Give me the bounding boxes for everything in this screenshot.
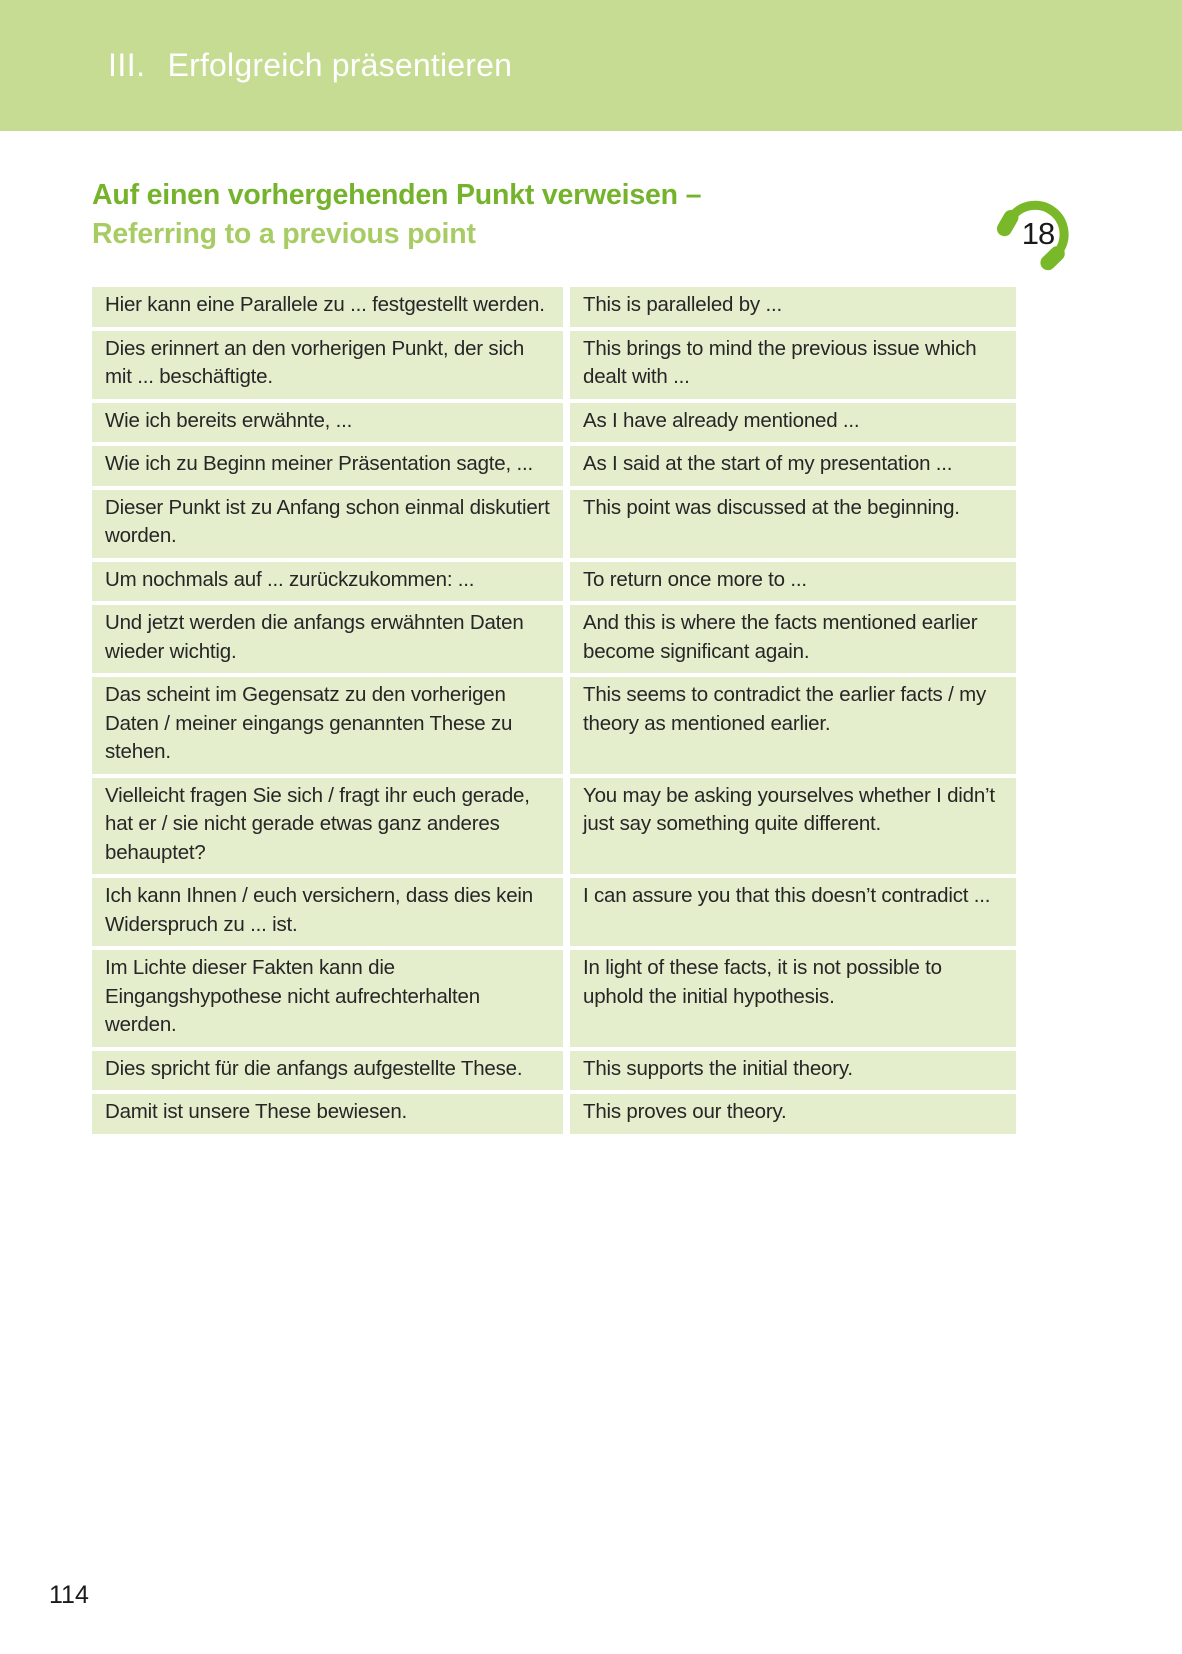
section-title-german: Auf einen vorhergehenden Punkt verweisen – [92, 179, 702, 211]
phrase-german: Und jetzt werden die anfangs erwähnten Daten wieder wichtig. [92, 605, 563, 673]
phrase-german: Wie ich zu Beginn meiner Präsentation sagte, ... [92, 446, 563, 486]
phrase-german: Hier kann eine Parallele zu ... festgestellt werden. [92, 287, 563, 327]
table-row [92, 1051, 1016, 1091]
phrase-german: Dies erinnert an den vorherigen Punkt, der sich mit ... beschäftigte. [92, 331, 563, 399]
phrase-english: This brings to mind the previous issue which dealt with ... [570, 331, 1016, 399]
table-row [92, 331, 1016, 399]
phrase-english: This point was discussed at the beginning. [570, 490, 1016, 558]
table-row [92, 562, 1016, 602]
table-row [92, 1094, 1016, 1134]
phrase-english: As I have already mentioned ... [570, 403, 1016, 443]
phrase-english: And this is where the facts mentioned earlier become significant again. [570, 605, 1016, 673]
phrase-english: This supports the initial theory. [570, 1051, 1016, 1091]
phrase-german: Dies spricht für die anfangs aufgestellte These. [92, 1051, 563, 1091]
table-row [92, 605, 1016, 673]
phrase-english: In light of these facts, it is not possible to uphold the initial hypothesis. [570, 950, 1016, 1047]
phrase-german: Wie ich bereits erwähnte, ... [92, 403, 563, 443]
phrase-english: This is paralleled by ... [570, 287, 1016, 327]
table-row [92, 446, 1016, 486]
phrase-english: This seems to contradict the earlier facts / my theory as mentioned earlier. [570, 677, 1016, 774]
table-row [92, 778, 1016, 875]
phrase-german: Das scheint im Gegensatz zu den vorherigen Daten / meiner eingangs genannten These zu stehen. [92, 677, 563, 774]
section-heading [92, 176, 1086, 280]
phrase-english: You may be asking yourselves whether I didn’t just say something quite different. [570, 778, 1016, 875]
phrase-german: Damit ist unsere These bewiesen. [92, 1094, 563, 1134]
chapter-numeral: III. [108, 47, 146, 83]
audio-track-number: 18 [1021, 216, 1055, 251]
phrase-table [92, 287, 1016, 1134]
phrase-german: Im Lichte dieser Fakten kann die Eingangshypothese nicht aufrechterhalten werden. [92, 950, 563, 1047]
audio-badge [994, 184, 1086, 280]
table-row [92, 677, 1016, 774]
chapter-title: Erfolgreich präsentieren [167, 47, 513, 83]
table-row [92, 490, 1016, 558]
chapter-header [0, 0, 1182, 131]
phrase-german: Um nochmals auf ... zurückzukommen: ... [92, 562, 563, 602]
table-row [92, 403, 1016, 443]
phrase-english: I can assure you that this doesn’t contradict ... [570, 878, 1016, 946]
phrase-english: This proves our theory. [570, 1094, 1016, 1134]
table-row [92, 950, 1016, 1047]
phrase-english: As I said at the start of my presentation ... [570, 446, 1016, 486]
table-row [92, 878, 1016, 946]
phrase-german: Vielleicht fragen Sie sich / fragt ihr euch gerade, hat er / sie nicht gerade etwas ganz anderes behauptet? [92, 778, 563, 875]
phrase-english: To return once more to ... [570, 562, 1016, 602]
section-titles [92, 176, 994, 254]
section-title-english: Referring to a previous point [92, 218, 476, 250]
page-number: 114 [49, 1581, 89, 1609]
phrase-german: Dieser Punkt ist zu Anfang schon einmal diskutiert worden. [92, 490, 563, 558]
phrase-german: Ich kann Ihnen / euch versichern, dass dies kein Widerspruch zu ... ist. [92, 878, 563, 946]
table-row [92, 287, 1016, 327]
